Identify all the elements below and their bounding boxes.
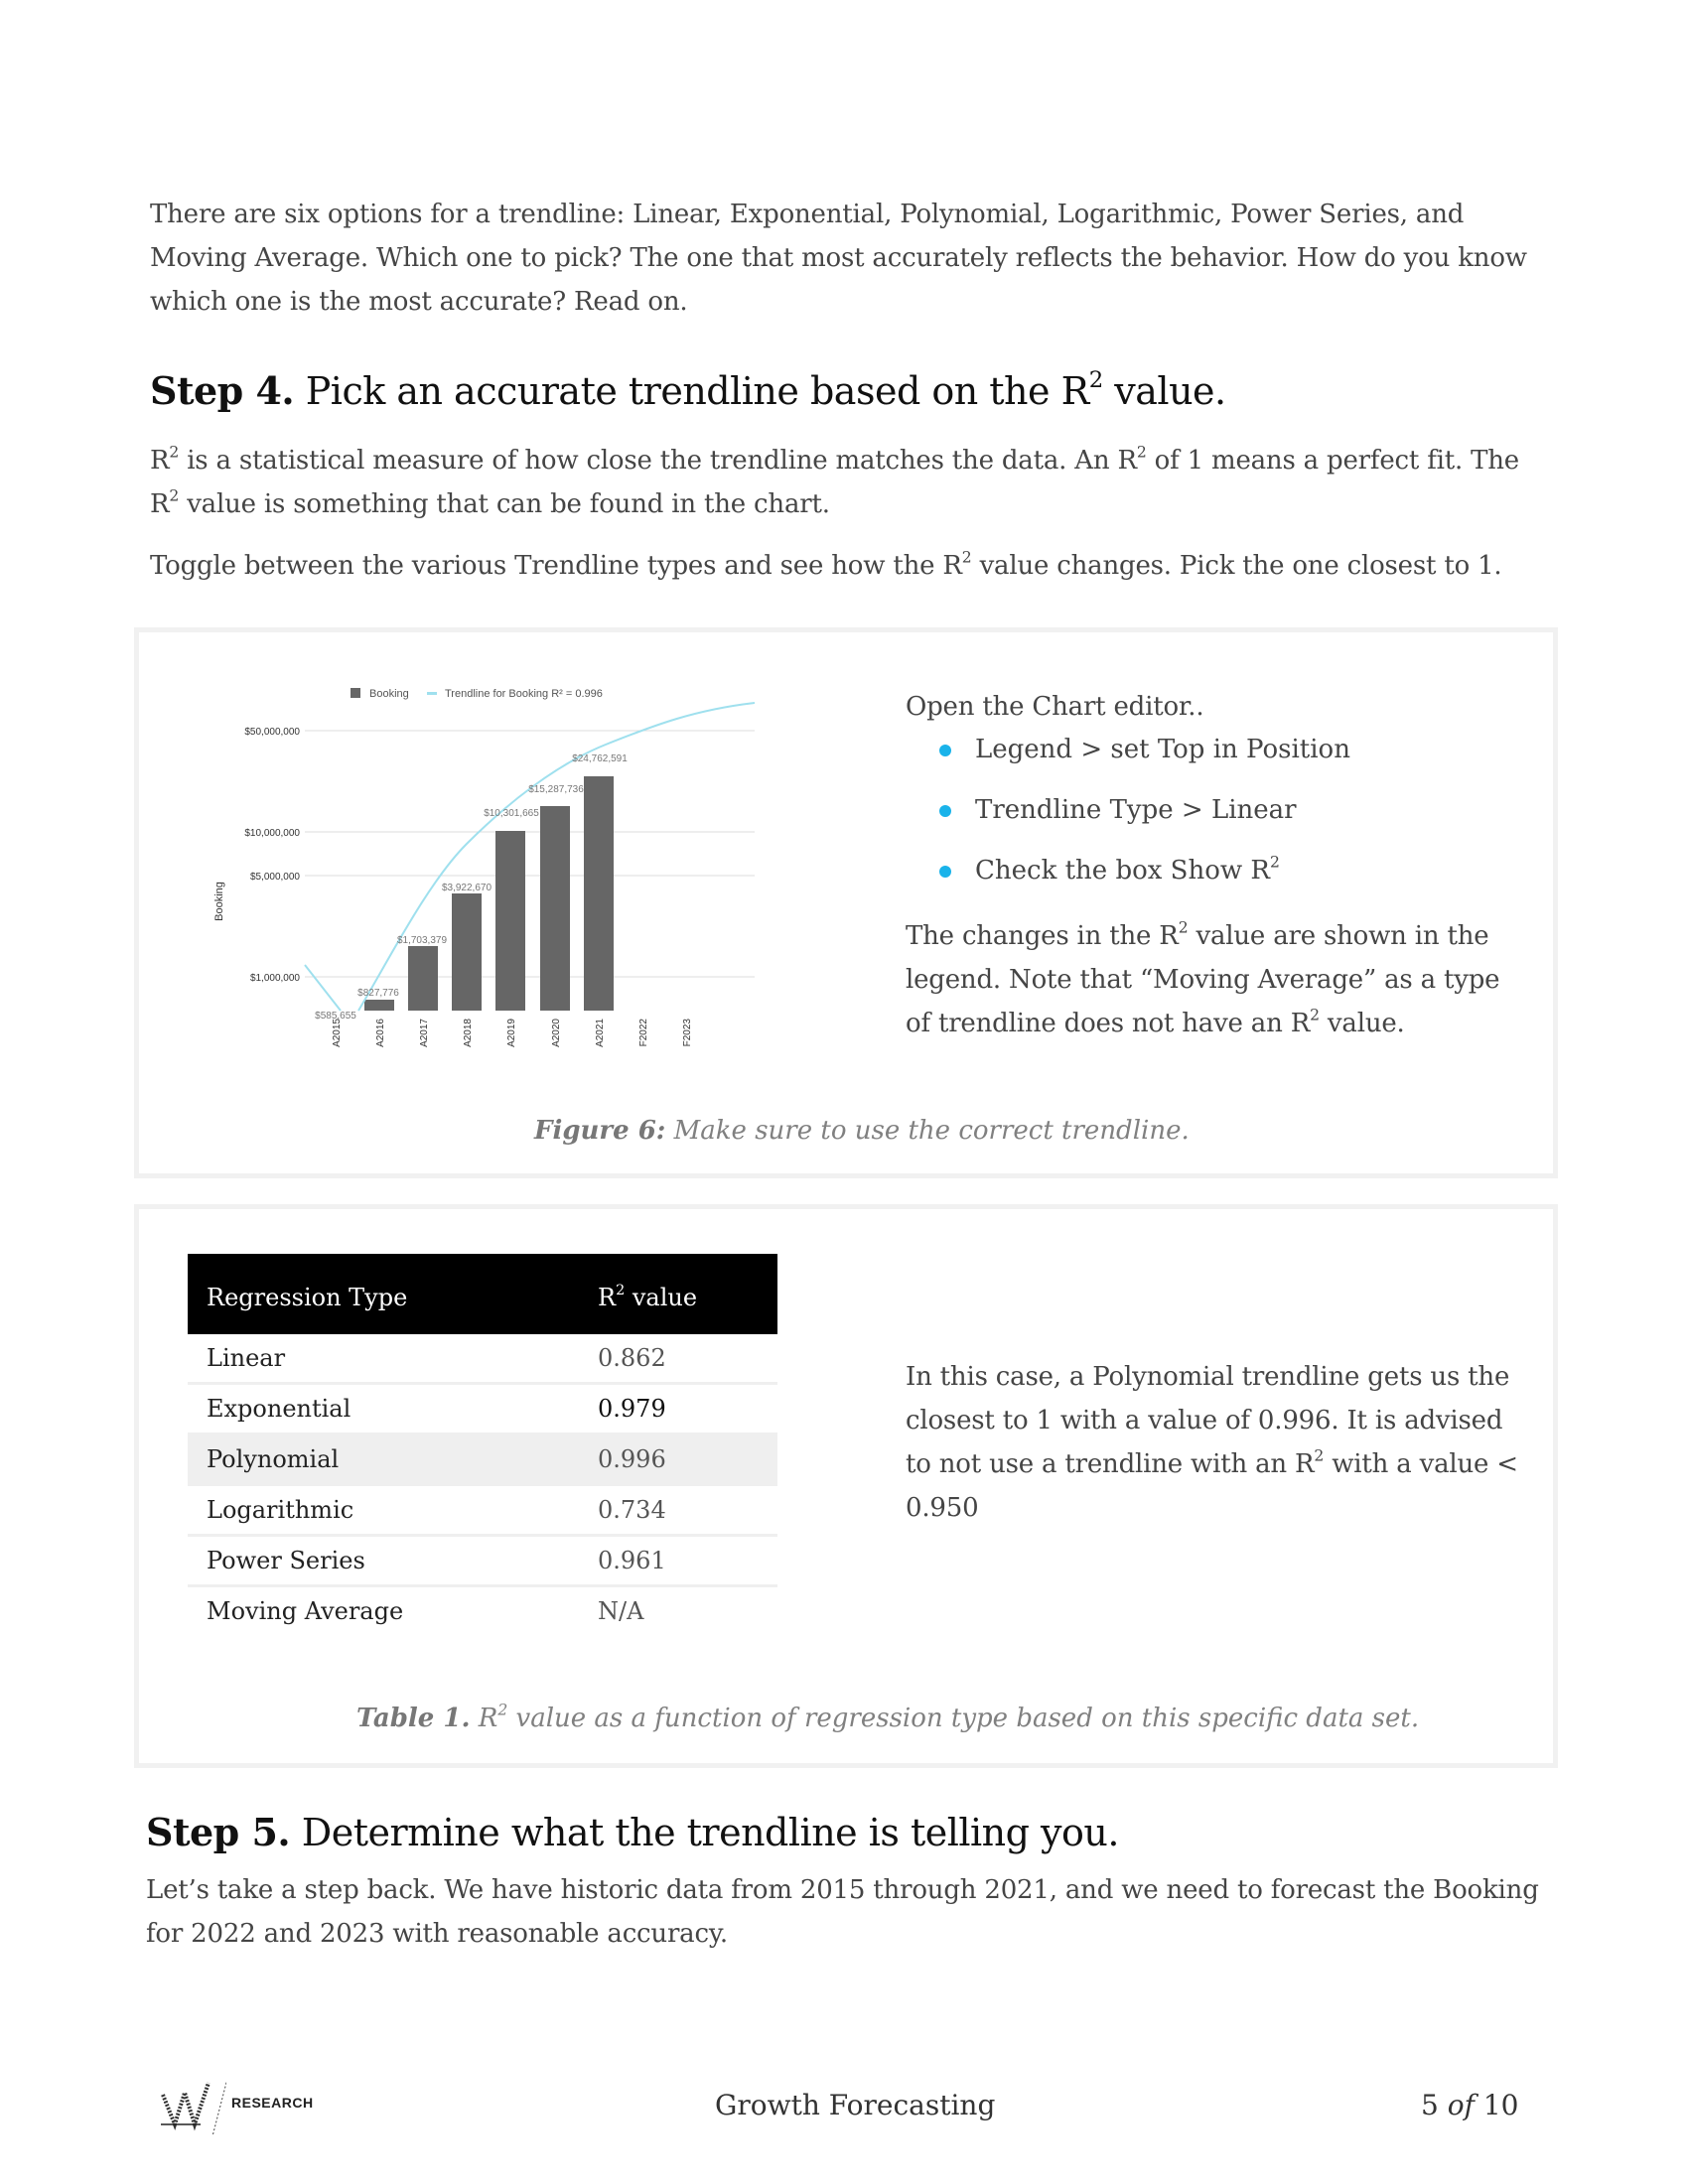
bar-a2021 (584, 776, 614, 1011)
logo-w-icon (157, 2075, 226, 2144)
header-regression-type: Regression Type (188, 1254, 579, 1334)
text: Toggle between the various Trendline types and see how the R (150, 551, 962, 581)
instruction-text: Trendline Type > Linear (975, 795, 1297, 825)
table1-caption (356, 1701, 1420, 1733)
r2-legend-note (906, 914, 1501, 1045)
instructions-intro: Open the Chart editor.. (906, 692, 1204, 722)
step4-title-a: Pick an accurate trendline based on the R (294, 369, 1089, 413)
regression-table (188, 1254, 777, 1635)
sup: 2 (169, 486, 180, 505)
regression-table-wrap (188, 1254, 777, 1635)
x-tick: A2015 (332, 1019, 343, 1047)
page-of: of (1438, 2089, 1483, 2121)
trendline (305, 703, 755, 1011)
x-tick: F2022 (638, 1019, 649, 1047)
table-row-highlighted (188, 1434, 777, 1485)
step5-heading (146, 1810, 1119, 1854)
table-row (188, 1334, 777, 1384)
sup: 2 (1136, 443, 1147, 462)
table-header-row (188, 1254, 777, 1334)
sup: 2 (497, 1701, 508, 1719)
table-row (188, 1536, 777, 1586)
table-row (188, 1586, 777, 1636)
text: value (625, 1283, 698, 1311)
bullet-icon (939, 866, 951, 878)
x-tick: F2023 (682, 1019, 693, 1047)
figure6-caption (534, 1116, 1190, 1146)
step5-label: Step 5. (146, 1810, 291, 1854)
text: In this case, a Polynomial trendline gets us the closest to 1 with a value of 0.996. It is advised to not use a trendline with an R (906, 1362, 1510, 1479)
table-row (188, 1485, 777, 1536)
y-tick: $5,000,000 (249, 872, 300, 883)
instruction-text: Check the box Show R (975, 856, 1270, 886)
sup: 2 (961, 548, 972, 567)
text: value is something that can be found in the chart. (179, 489, 830, 519)
bar-a2019 (495, 831, 525, 1011)
caption-label: Table 1. (356, 1704, 471, 1733)
header-r2-value (579, 1254, 777, 1334)
regression-type-cell: Exponential (188, 1384, 579, 1434)
instruction-item (906, 735, 1521, 764)
bullet-icon (939, 745, 951, 756)
sup: 2 (1269, 853, 1280, 872)
bar-a2017 (408, 946, 438, 1011)
caption-text: value as a function of regression type based on this specific data set. (507, 1704, 1420, 1733)
bar-a2018 (452, 893, 482, 1011)
chart-editor-instructions (906, 685, 1521, 1045)
x-tick: A2020 (551, 1019, 562, 1047)
text: is a statistical measure of how close the trendline matches the data. An R (179, 446, 1137, 476)
table-row (188, 1384, 777, 1434)
sup: 2 (1314, 1446, 1325, 1465)
sup: 2 (169, 443, 180, 462)
step5-paragraph: Let’s take a step back. We have historic data from 2015 through 2021, and we need to forecast the Booking for 2022 and 2023 with reasonable accuracy. (146, 1875, 1539, 1949)
regression-type-cell: Logarithmic (188, 1485, 579, 1536)
regression-type-cell: Moving Average (207, 1597, 404, 1625)
total-pages: 10 (1482, 2089, 1519, 2121)
data-label: $585,655 (315, 1011, 356, 1022)
current-page: 5 (1421, 2089, 1439, 2121)
data-label: $3,922,670 (441, 883, 492, 893)
text: of 1 means a perfect fit. The R (150, 446, 1519, 519)
instruction-item (906, 853, 1521, 886)
data-label: $10,301,665 (484, 808, 539, 819)
text: with a value < 0.950 (906, 1449, 1518, 1523)
regression-type-cell: Power Series (188, 1536, 579, 1586)
x-tick: A2018 (463, 1019, 474, 1047)
x-tick: A2016 (375, 1019, 386, 1047)
data-label: $24,762,591 (572, 753, 628, 764)
instruction-item (906, 795, 1521, 825)
bullet-icon (939, 805, 951, 817)
footer-document-title: Growth Forecasting (715, 2089, 996, 2121)
gridlines (305, 731, 755, 977)
data-label: $827,776 (357, 988, 399, 999)
r2-value-cell: 0.996 (579, 1434, 777, 1485)
r2-definition-paragraph (150, 439, 1540, 526)
y-tick: $1,000,000 (249, 973, 300, 984)
sup: 2 (616, 1282, 626, 1298)
table-explanation (906, 1355, 1521, 1530)
caption-label: Figure 6: (534, 1116, 666, 1146)
toggle-paragraph (150, 544, 1560, 588)
regression-type-cell: Polynomial (188, 1434, 579, 1485)
booking-chart (139, 665, 774, 1062)
instructions-list (906, 735, 1521, 886)
sup: 2 (1310, 1006, 1320, 1024)
regression-type-cell: Linear (188, 1334, 579, 1384)
x-axis-labels (332, 1019, 693, 1047)
booking-chart-svg (139, 665, 774, 1062)
x-tick: A2021 (595, 1019, 606, 1047)
caption-text: R (470, 1704, 498, 1733)
step4-title-sup: 2 (1088, 366, 1103, 393)
logo-text: RESEARCH (231, 2095, 314, 2111)
x-tick: A2019 (506, 1019, 517, 1047)
text: value. (1319, 1009, 1405, 1038)
step5-title: Determine what the trendline is telling you. (290, 1811, 1119, 1854)
step4-label: Step 4. (150, 368, 295, 413)
data-label: $1,703,379 (396, 935, 448, 946)
y-tick: $10,000,000 (244, 828, 300, 839)
text: value changes. Pick the one closest to 1. (971, 551, 1502, 581)
text: R (150, 446, 170, 476)
y-axis-ticks (244, 727, 300, 984)
legend-booking-swatch (351, 688, 360, 698)
instruction-text: Legend > set Top in Position (975, 735, 1350, 764)
intro-paragraph: There are six options for a trendline: Linear, Exponential, Polynomial, Logarithmic, Power Series, and Moving Average. Which one to pick? The one that most accurately reflects the behavior. How do you know which one is the most accurate? Read on. (150, 200, 1527, 317)
legend-trendline-swatch (427, 692, 437, 695)
r2-value-cell: 0.862 (579, 1334, 777, 1384)
data-label: $15,287,736 (528, 784, 584, 795)
footer-logo (157, 2075, 336, 2144)
r2-value-cell: 0.961 (579, 1536, 777, 1586)
r2-value-cell: 0.734 (579, 1485, 777, 1536)
text: R (598, 1283, 617, 1311)
r2-value-cell: N/A (598, 1597, 644, 1625)
step4-title-b: value. (1102, 369, 1226, 413)
text: value are shown in the legend. Note that “Moving Average” as a type of trendline does not have an R (906, 921, 1500, 1038)
y-axis-label: Booking (213, 882, 225, 921)
legend-booking-label: Booking (369, 688, 409, 700)
text: The changes in the R (906, 921, 1179, 951)
sup: 2 (1178, 918, 1189, 937)
legend-trendline-label: Trendline for Booking R² = 0.996 (445, 688, 603, 700)
x-tick: A2017 (419, 1019, 430, 1047)
bar-a2020 (540, 806, 570, 1011)
bar-a2016 (364, 1000, 394, 1011)
footer-page-number (1421, 2089, 1519, 2121)
step4-heading (150, 368, 1226, 413)
r2-value-cell: 0.979 (579, 1384, 777, 1434)
y-tick: $50,000,000 (244, 727, 300, 738)
caption-text: Make sure to use the correct trendline. (665, 1116, 1190, 1146)
